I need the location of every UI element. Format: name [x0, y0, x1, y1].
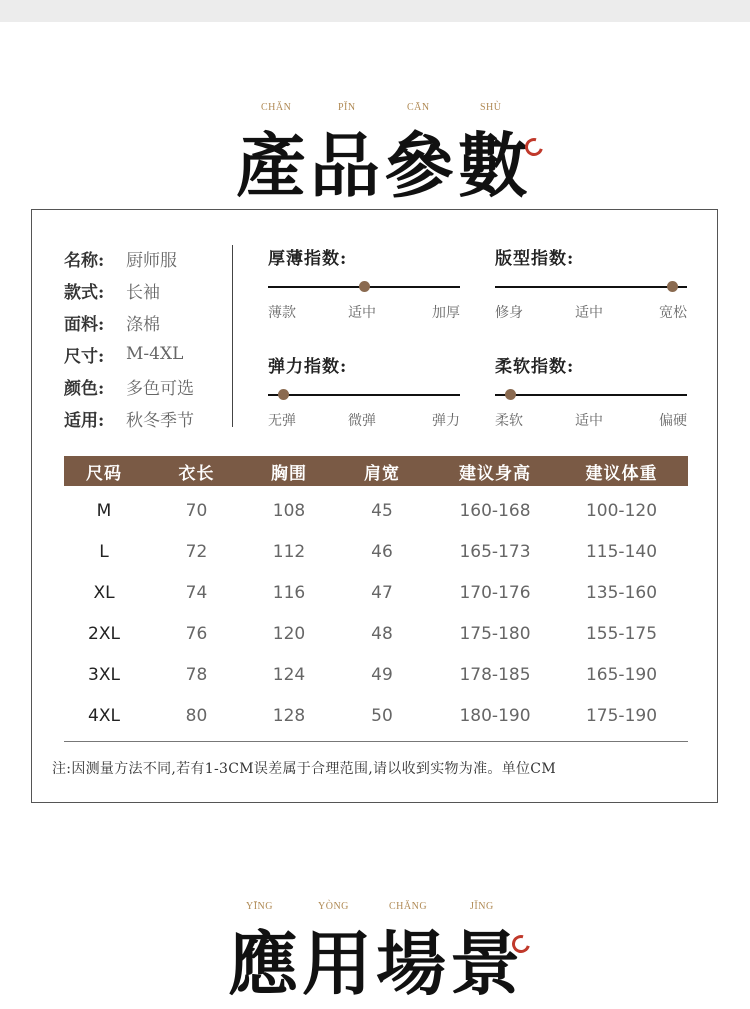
table-cell: 120	[272, 623, 306, 644]
table-header-cell: 衣长	[178, 463, 215, 484]
table-cell: 135-160	[585, 582, 658, 603]
table-cell: 124	[272, 664, 306, 685]
info-row	[64, 306, 194, 338]
gauge-labels	[268, 302, 460, 322]
table-cell: 165-190	[585, 664, 658, 685]
gauge-fit	[495, 244, 687, 322]
info-key: 款式:	[64, 282, 105, 303]
table-cell: 50	[371, 705, 393, 726]
table-cell: 112	[272, 541, 306, 562]
info-value: 厨师服	[126, 250, 177, 271]
table-cell: 49	[371, 664, 393, 685]
table-cell: 47	[371, 582, 393, 603]
gauge-label: 微弹	[348, 413, 376, 429]
gauge-label: 偏硬	[659, 413, 687, 429]
table-cell: 180-190	[459, 705, 531, 726]
gauge-labels	[495, 302, 687, 322]
table-cell: 45	[371, 500, 393, 521]
gauge-title: 厚薄指数:	[268, 249, 348, 269]
pinyin-3: CĀN	[407, 102, 430, 113]
size-table-body	[64, 490, 688, 736]
table-cell: 100-120	[585, 500, 658, 521]
table-cell: 46	[371, 541, 393, 562]
pinyin-2: YÒNG	[318, 901, 349, 912]
table-row	[64, 490, 688, 531]
gauge-knob	[505, 389, 516, 400]
table-cell: L	[99, 541, 109, 562]
page-title: 產品參數	[236, 124, 532, 207]
gauge-label: 薄款	[268, 305, 296, 321]
table-cell: 165-173	[459, 541, 531, 562]
gauge-softness	[495, 352, 687, 430]
divider	[232, 245, 233, 427]
table-cell: 2XL	[88, 623, 120, 644]
info-row	[64, 274, 194, 306]
info-value: 涤棉	[126, 314, 160, 335]
gauge-label: 柔软	[495, 413, 523, 429]
pinyin-1: CHǍN	[261, 102, 292, 113]
gauge-label: 适中	[575, 305, 603, 321]
table-header-cell: 建议身高	[459, 463, 531, 484]
gauge-title: 柔软指数:	[495, 357, 575, 377]
table-cell: 48	[371, 623, 393, 644]
table-cell: 4XL	[88, 705, 120, 726]
gauge-label: 无弹	[268, 413, 296, 429]
info-row	[64, 402, 194, 434]
gauge-label: 加厚	[432, 305, 460, 321]
gauge-knob	[667, 281, 678, 292]
gauge-label: 修身	[495, 305, 523, 321]
table-header-cell: 胸围	[271, 463, 307, 484]
gauge-labels	[268, 410, 460, 430]
table-row	[64, 654, 688, 695]
table-cell: 78	[185, 664, 208, 685]
table-cell: 175-190	[585, 705, 658, 726]
table-cell: 178-185	[459, 664, 531, 685]
info-value: 长袖	[126, 282, 160, 303]
table-cell: 72	[185, 541, 208, 562]
info-value: M-4XL	[126, 344, 184, 364]
table-cell: 74	[185, 582, 208, 603]
gauge-title: 弹力指数:	[268, 357, 348, 377]
info-row	[64, 242, 194, 274]
gauge-knob	[278, 389, 289, 400]
table-cell: 116	[272, 582, 306, 603]
gauge-elasticity	[268, 352, 460, 430]
table-cell: 76	[185, 623, 208, 644]
info-key: 面料:	[64, 314, 105, 335]
info-key: 名称:	[64, 250, 105, 271]
info-value: 秋冬季节	[126, 410, 194, 431]
table-cell: 155-175	[585, 623, 658, 644]
table-header-cell: 建议体重	[585, 463, 658, 484]
gauge-track	[268, 286, 460, 288]
product-info	[64, 242, 194, 434]
table-cell: 175-180	[459, 623, 531, 644]
gauge-label: 弹力	[432, 413, 460, 429]
table-cell: XL	[93, 582, 115, 603]
info-key: 颜色:	[64, 378, 105, 399]
table-cell: 115-140	[585, 541, 658, 562]
table-cell: 80	[185, 705, 208, 726]
top-bar	[0, 0, 750, 22]
info-row	[64, 370, 194, 402]
gauge-track	[495, 286, 687, 288]
gauge-track	[495, 394, 687, 396]
table-header-cell: 尺码	[86, 463, 122, 484]
gauge-label: 适中	[575, 413, 603, 429]
parameter-card	[31, 209, 718, 803]
gauge-track	[268, 394, 460, 396]
table-header-cell: 肩宽	[364, 463, 400, 484]
table-cell: M	[96, 500, 112, 521]
table-cell: 70	[185, 500, 208, 521]
table-row	[64, 531, 688, 572]
table-bottom-rule	[64, 741, 688, 742]
gauge-label: 宽松	[659, 305, 687, 321]
table-cell: 3XL	[88, 664, 120, 685]
info-row	[64, 338, 194, 370]
table-row	[64, 572, 688, 613]
section-title: 應用場景	[228, 922, 524, 1005]
pinyin-1: YĪNG	[246, 901, 273, 912]
pinyin-3: CHǍNG	[389, 901, 428, 912]
table-cell: 108	[272, 500, 306, 521]
table-row	[64, 695, 688, 736]
gauge-label: 适中	[348, 305, 376, 321]
table-cell: 170-176	[459, 582, 531, 603]
pinyin-4: SHÙ	[480, 102, 502, 113]
pinyin-4: JǏNG	[470, 901, 494, 912]
gauge-knob	[359, 281, 370, 292]
info-key: 适用:	[64, 410, 105, 431]
table-cell: 160-168	[459, 500, 531, 521]
gauge-thickness	[268, 244, 460, 322]
info-key: 尺寸:	[64, 346, 105, 367]
info-value: 多色可选	[126, 378, 194, 399]
size-table-header	[64, 456, 688, 486]
pinyin-2: PǏN	[338, 102, 356, 113]
measurement-note: 注:因测量方法不同,若有1-3CM误差属于合理范围,请以收到实物为准。单位CM	[52, 761, 556, 777]
gauge-labels	[495, 410, 687, 430]
table-row	[64, 613, 688, 654]
table-cell: 128	[272, 705, 306, 726]
gauge-title: 版型指数:	[495, 249, 575, 269]
